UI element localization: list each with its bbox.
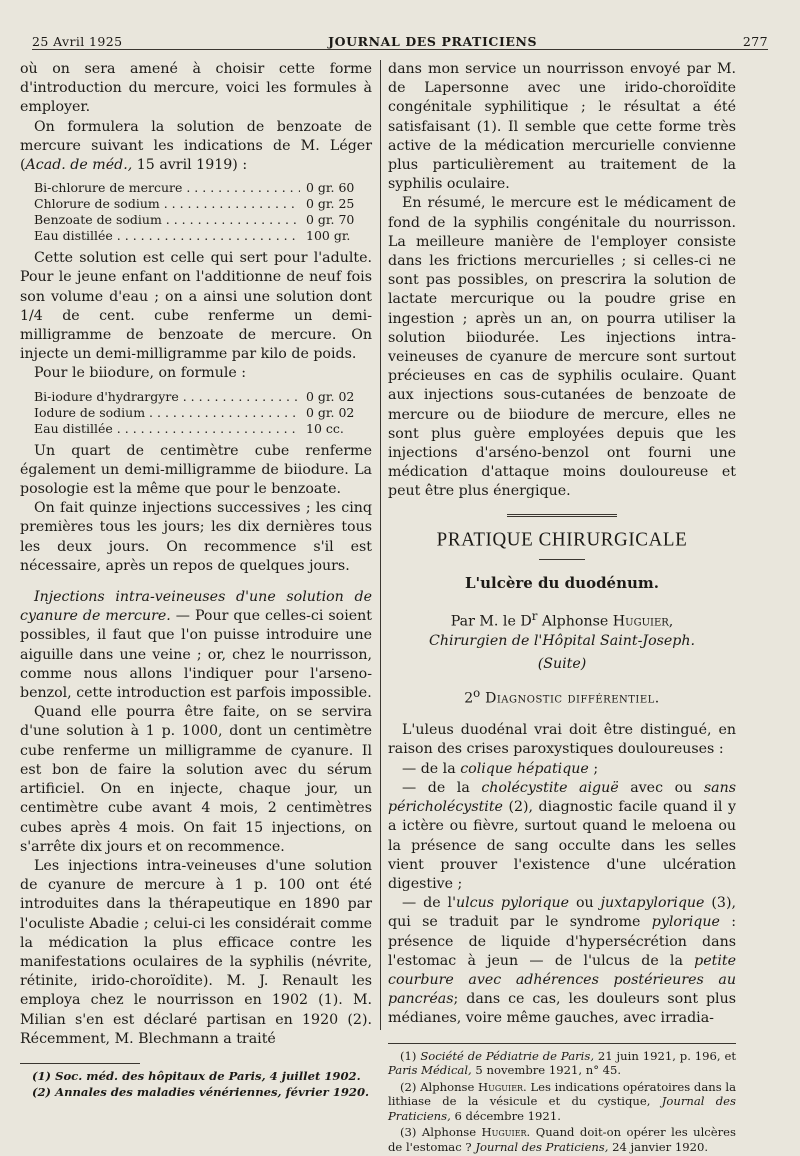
paragraph	[20, 588, 372, 703]
text-run: — de la	[402, 760, 461, 777]
text-run: 24 janvier 1920.	[608, 1139, 709, 1154]
column-divider	[380, 60, 381, 1030]
paragraph: où on sera amené à choisir cette forme d'introduction du mercure, voici les formules à employer.	[20, 61, 372, 116]
formula-row	[34, 389, 372, 405]
emphasis: pylorique	[651, 914, 720, 931]
header-page-number: 277	[742, 34, 768, 49]
formula-row	[34, 421, 372, 437]
running-header	[32, 27, 768, 50]
ingredient-qty: 0 gr. 02	[300, 405, 372, 421]
section-title: PRATIQUE CHIRURGICALE	[436, 528, 688, 551]
text-run: — de l'	[402, 895, 456, 912]
paragraph: On fait quinze injections successives ; les cinq premières tous les jours; les dix dernières tous les deux jours. On recommence s'il est nécessaire, après un repos de quelques jours.	[20, 500, 372, 574]
formula-row	[34, 405, 372, 421]
ingredient-qty: 100 gr.	[300, 228, 372, 244]
paragraph: Les injections intra-veineuses d'une solution de cyanure de mercure à 1 p. 100 ont été introduites dans la thérapeutique en 1890 par l'oculiste Abadie ; celui-ci les considérait comme la médication la plus efficace contre les manifestations oculaires de la syphilis (névrite, rétinite, irido-choroïdite). M. J. Renault les employa chez le nourrisson en 1902 (1). M. Milian s'en est déclaré partisan en 1920 (2). Récemment, M. Blechmann a traité	[20, 857, 372, 1047]
paragraph: dans mon service un nourrisson envoyé par M. de Lapersonne avec une irido-choroïdite congénitale syphilitique ; le résultat a été satisfaisant (1). Il semble que cette forme très active de la médication mercurielle convienne plus particulièrement au traitement de la syphilis oculaire.	[388, 61, 736, 193]
ingredient-qty: 10 cc.	[300, 421, 372, 437]
paragraph: Pour le biiodure, on formule :	[34, 365, 247, 382]
emphasis: colique hépatique	[460, 760, 589, 777]
citation: Acad. de méd.,	[25, 157, 133, 174]
byline-prefix: Par M. le D	[450, 613, 532, 630]
footnote	[388, 1080, 736, 1124]
text-run: 5 novembre 1921, n° 45.	[471, 1063, 622, 1078]
header-date: 25 Avril 1925	[32, 34, 123, 49]
paragraph	[20, 118, 372, 176]
spacer	[388, 709, 736, 721]
subhead-number: 2	[464, 691, 474, 708]
footnotes-right	[388, 1049, 736, 1155]
text-run: : présence de liquide d'hypersécrétion dans l'estomac à jeun — de l'ulcus de la	[388, 914, 736, 969]
subsection-heading	[388, 684, 736, 709]
citation: Journal des Praticiens,	[475, 1139, 609, 1154]
paragraph: En résumé, le mercure est le médicament de fond de la syphilis congénitale du nourrisson. La meilleure manière de l'employer consiste dans les frictions mercurielles ; si celles-ci ne sont pas possibles, on prescrira la solution de lactate mercurique ou la poudre grise en ingestion ; après un an, on pourra utiliser la solution biiodurée. Les injections intra-veineuses de cyanure de mercure sont surtout précieuses en cas de syphilis oculaire. Quant aux injections sous-cutanées de benzoate de mercure ou de biiodure de mercure, elles ne sont plus guère employées depuis que les injections d'arséno-benzol ont fourni une médication d'attaque moins douloureuse et peut être plus énergique.	[388, 195, 736, 500]
footnote-rule	[388, 1043, 736, 1044]
ingredient-name: Eau distillée . . .	[34, 228, 300, 244]
subhead-text: Diagnostic différentiel.	[480, 691, 660, 708]
paragraph: Quand elle pourra être faite, on se servira d'une solution à 1 p. 1000, dont un centimètre cube renferme un milligramme de cyanure. Il est bon de faire la solution avec du sérum artificiel. On en injecte, chaque jour, un centimètre cube avant 4 mois, 2 centimètres cubes après 4 mois. On fait 15 injections, on s'arrête dix jours et on recommence.	[20, 704, 372, 855]
paragraph: Un quart de centimètre cube renferme également un demi-milligramme de biiodure. La posologie est la même que pour le benzoate.	[20, 442, 372, 498]
text-run: 21 juin 1921, p. 196, et	[594, 1048, 737, 1063]
author-last-name: Huguier,	[612, 613, 674, 630]
author-name: Huguier.	[481, 1125, 531, 1140]
paragraph	[388, 779, 736, 894]
continuation-note: (Suite)	[537, 656, 587, 673]
emphasis: sans péricholécystite	[388, 779, 736, 816]
ingredient-name: Chlorure de sodium . . .	[34, 196, 300, 212]
footnote: (1) Soc. méd. des hôpitaux de Paris, 4 juillet 1902.	[32, 1068, 361, 1083]
formula-row	[34, 212, 372, 228]
text-run: ;	[588, 760, 599, 777]
right-column	[388, 60, 736, 1156]
ingredient-qty: 0 gr. 25	[300, 196, 372, 212]
formula-biiodure	[34, 389, 372, 437]
left-column	[20, 60, 372, 1102]
author-name: Huguier.	[478, 1079, 527, 1094]
text-run: (3), qui se traduit par le syndrome	[388, 895, 736, 931]
paragraph: Cette solution est celle qui sert pour l'adulte. Pour le jeune enfant on l'additionne de neuf fois son volume d'eau ; on a ainsi une solution dont 1/4 de cent. cube renferme un demi-milligramme de benzoate de mercure. On injecte un demi-milligramme par kilo de poids.	[20, 250, 372, 363]
paragraph: L'uleus duodénal vrai doit être distingué, en raison des crises paroxystiques douloureuses :	[388, 722, 736, 758]
text-run: — Pour que celles-ci soient possibles, il faut que l'on puisse introduire une aiguille dans une veine ; or, chez le nourrisson, comme nous allons l'indiquer pour l'arseno-benzol, cette introduction est parfois impossible.	[20, 608, 372, 702]
text-run: avec ou	[618, 779, 704, 796]
citation: Paris Médical,	[388, 1063, 472, 1078]
footnote	[388, 1049, 736, 1078]
text-run: — de la	[402, 779, 482, 796]
text-run: ; dans ce cas, les douleurs sont plus médianes, voire même gauches, avec irradia-	[388, 991, 736, 1027]
byline	[388, 607, 736, 632]
text-run: 6 décembre 1921.	[450, 1108, 561, 1123]
ingredient-name: Iodure de sodium . . .	[34, 405, 300, 421]
section-double-rule	[507, 514, 617, 520]
ingredient-name: Bi-iodure d'hydrargyre . . .	[34, 389, 300, 405]
ingredient-qty: 0 gr. 70	[300, 212, 372, 228]
footnote-rule	[20, 1063, 140, 1064]
ingredient-name: Bi-chlorure de mercure . . .	[34, 180, 300, 196]
footnotes-left	[20, 1069, 372, 1100]
formula-row	[34, 228, 372, 244]
footnote	[388, 1125, 736, 1154]
header-journal-title: JOURNAL DES PRATICIENS	[328, 34, 538, 49]
citation: Société de Pédiatrie de Paris,	[420, 1048, 595, 1063]
ingredient-name: Eau distillée . . .	[34, 421, 300, 437]
ingredient-name: Benzoate de sodium . . .	[34, 212, 300, 228]
footnote: (2) Annales des maladies vénériennes, février 1920.	[32, 1085, 370, 1100]
author-first-name: Alphonse	[537, 613, 613, 630]
text-run: 15 avril 1919) :	[132, 157, 248, 174]
text-run: (3) Alphonse	[400, 1125, 482, 1140]
emphasis: cholécystite aiguë	[481, 779, 619, 796]
formula-row	[34, 196, 372, 212]
formula-row	[34, 180, 372, 196]
text-run: On formulera la solution de benzoate de mercure suivant les indications de M. Léger (	[20, 118, 372, 174]
text-run: (1)	[400, 1048, 421, 1063]
emphasis: petite courbure avec adhérences postérieures au pancréas	[388, 952, 736, 1008]
paragraph	[388, 894, 736, 1028]
text-run: ou	[569, 895, 601, 912]
text-run: Quand doit-on opérer les ulcères de l'estomac ?	[388, 1125, 736, 1154]
text-run: Les indications opératoires dans la lithiase de la vésicule et du cystique,	[388, 1079, 736, 1109]
paragraph	[388, 760, 736, 779]
emphasis: juxtapylorique	[600, 895, 705, 912]
spacer	[20, 576, 372, 588]
byline-sup: r	[531, 609, 538, 624]
article-title: L'ulcère du duodénum.	[464, 573, 660, 592]
formula-benzoate	[34, 180, 372, 244]
text-run: (2), diagnostic facile quand il y a ictère ou fièvre, surtout quand le meloena ou la présence de sang occulte dans les selles vient prouver l'existence d'une ulcération digestive ;	[388, 799, 736, 892]
subhead-sup: o	[473, 686, 481, 701]
section-lead: Injections intra-veineuses d'une solution de cyanure de mercure.	[20, 589, 372, 625]
citation: Journal des Praticiens,	[388, 1094, 736, 1123]
emphasis: ulcus pylorique	[455, 895, 570, 912]
title-rule	[539, 559, 585, 560]
text-run: (2) Alphonse	[400, 1079, 479, 1094]
ingredient-qty: 0 gr. 60	[300, 180, 372, 196]
ingredient-qty: 0 gr. 02	[300, 389, 372, 405]
author-role: Chirurgien de l'Hôpital Saint-Joseph.	[428, 633, 696, 650]
